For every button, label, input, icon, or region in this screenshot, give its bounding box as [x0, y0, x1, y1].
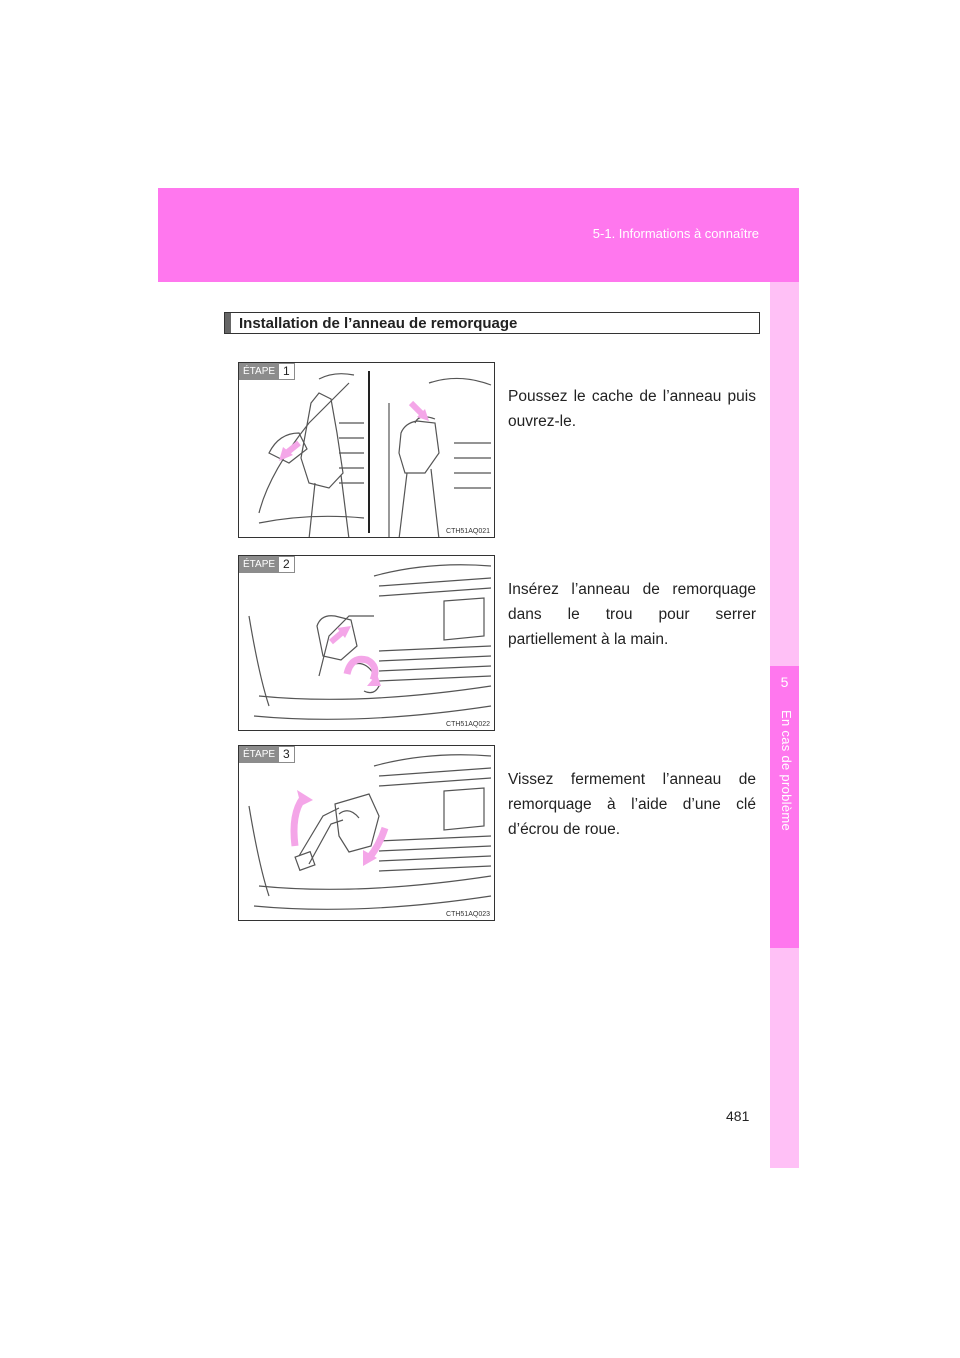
step-badge-3: ÉTAPE 3: [239, 746, 295, 763]
chapter-number: 5: [780, 674, 789, 690]
step-badge-2: ÉTAPE 2: [239, 556, 295, 573]
figure-code: CTH51AQ022: [446, 721, 490, 728]
figure-step-1: [238, 362, 495, 538]
illustration-insert-ring: [239, 556, 495, 731]
step-text-3: Vissez fermement l’anneau de remorquage à l’aide d’une clé d’écrou de roue.: [508, 771, 756, 838]
step-text-1: Poussez le cache de l’anneau puis ouvrez-le.: [508, 388, 756, 430]
header-band: [158, 188, 799, 282]
section-header-bar: [225, 313, 231, 333]
figure-code: CTH51AQ021: [446, 528, 490, 535]
header-title: 5-1. Informations à connaître: [592, 226, 759, 241]
page-number: 481: [726, 1108, 750, 1124]
chapter-label: En cas de problème: [779, 710, 794, 832]
section-header: [224, 312, 760, 334]
figure-code: CTH51AQ023: [446, 911, 490, 918]
step-badge-1: ÉTAPE 1: [239, 363, 295, 380]
illustration-tighten-wrench: [239, 746, 495, 921]
illustration-push-cover: [239, 363, 495, 538]
step-text-2: Insérez l’anneau de remorquage dans le trou pour serrer partiellement à la main.: [508, 581, 756, 648]
figure-step-2: [238, 555, 495, 731]
section-title: Installation de l’anneau de remorquage: [239, 315, 518, 332]
chapter-tab[interactable]: [770, 666, 799, 948]
figure-step-3: [238, 745, 495, 921]
